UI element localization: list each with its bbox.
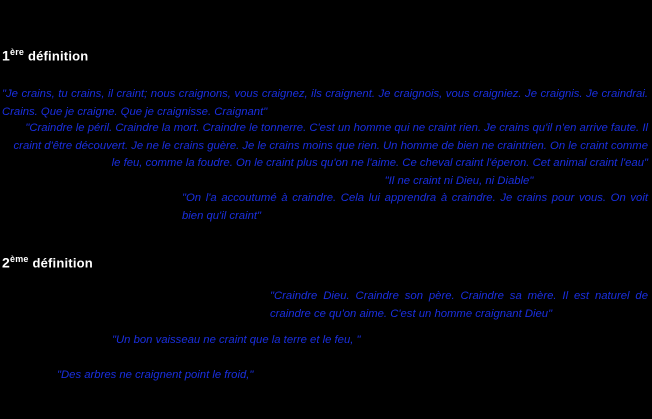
- section-1-paragraph-3: "Il ne craint ni Dieu, ni Diable": [384, 174, 534, 187]
- section-1-heading-label: définition: [27, 48, 89, 64]
- section-2-heading-label: définition: [32, 255, 93, 271]
- section-1-heading-number: 1: [2, 47, 10, 64]
- section-1-paragraph-1: "Je crains, tu crains, il craint; nous craignons, vous craignez, ils craignent. Je craignois, vous craigniez. Je craignis. Je craindrai. Crains. Que je craigne. Que je craignisse. Craignant": [2, 88, 652, 118]
- section-1-body: [2, 86, 652, 225]
- section-2-body: [2, 288, 652, 384]
- section-2-paragraph-1: "Craindre Dieu. Craindre son père. Craindre sa mère. Il est naturel de craindre ce qu'on aime. C'est un homme craignant Dieu": [270, 290, 652, 320]
- section-2-heading-ordinal: ème: [10, 254, 29, 264]
- section-2-paragraph-3: "Des arbres ne craignent point le froid,": [57, 368, 254, 381]
- section-1-heading: [2, 47, 88, 63]
- section-2-paragraph-2: "Un bon vaisseau ne craint que la terre et le feu, ": [112, 334, 361, 346]
- section-1-paragraph-4: "On l'a accoutumé à craindre. Cela lui apprendra à craindre. Je crains pour vous. On voit bien qu'il craint": [182, 192, 652, 222]
- section-2-heading-number: 2: [2, 254, 10, 271]
- section-2-heading: [2, 254, 93, 270]
- section-1-heading-ordinal: ère: [10, 47, 25, 57]
- section-1-paragraph-2: "Craindre le péril. Craindre la mort. Craindre le tonnerre. C'est un homme qui ne craint rien. Je crains qu'il n'en arrive faute. Il craint d'être découvert. Je ne le crains guère. Je le crains moins que rien. Un homme de bien ne craintrien. On le craint comme le feu, comme la foudre. On le craint plus qu'on ne l'aime. Ce cheval craint l'éperon. Cet animal craint l'eau": [13, 122, 652, 169]
